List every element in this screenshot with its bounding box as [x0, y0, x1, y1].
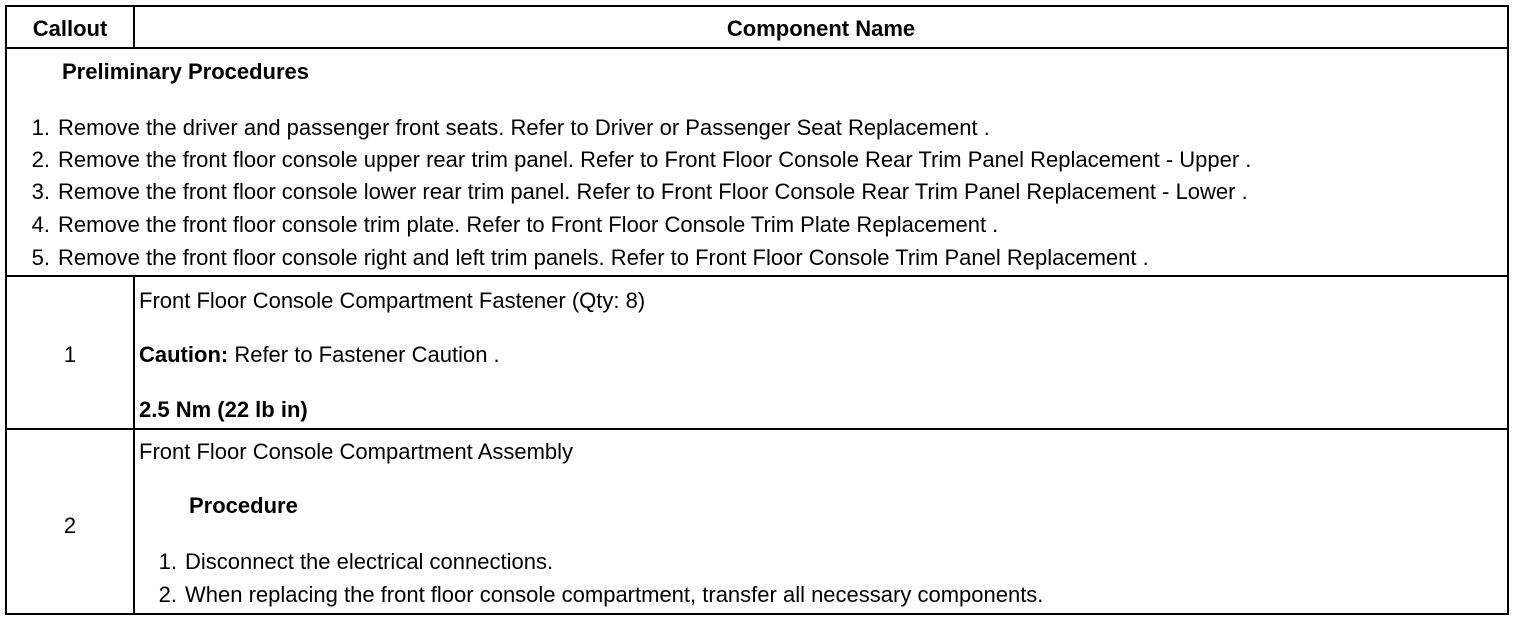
- preliminary-heading: Preliminary Procedures: [62, 59, 310, 84]
- preliminary-step: 4. Remove the front floor console trim plate. Refer to Front Floor Console Trim Plate Replacement .: [31, 212, 999, 237]
- procedure-heading: Procedure: [189, 493, 298, 518]
- callout-2: 2: [63, 513, 77, 538]
- preliminary-step: 2. Remove the front floor console upper rear trim panel. Refer to Front Floor Console Rear Trim Panel Replacement - Upper .: [31, 147, 1252, 172]
- component-name-1: Front Floor Console Compartment Fastener (Qty: 8): [139, 288, 646, 313]
- caution-label: Caution:: [139, 342, 229, 367]
- row-1-divider: [7, 428, 1507, 430]
- body-column-divider: [133, 277, 135, 613]
- torque-spec: 2.5 Nm (22 lb in): [139, 397, 308, 422]
- component-table: [5, 5, 1509, 615]
- preliminary-step: 1. Remove the driver and passenger front seats. Refer to Driver or Passenger Seat Replacement .: [31, 115, 990, 140]
- caution-text: Refer to Fastener Caution .: [228, 342, 500, 367]
- preliminary-step: 5. Remove the front floor console right and left trim panels. Refer to Front Floor Console Trim Panel Replacement .: [31, 245, 1149, 270]
- preliminary-step: 3. Remove the front floor console lower rear trim panel. Refer to Front Floor Console Rear Trim Panel Replacement - Lower .: [31, 179, 1248, 204]
- callout-1: 1: [63, 342, 77, 367]
- component-name-2: Front Floor Console Compartment Assembly: [139, 439, 574, 464]
- callout-header: Callout: [32, 16, 108, 41]
- caution-line: [139, 342, 500, 368]
- preliminary-divider: [7, 275, 1507, 277]
- component-name-header: Component Name: [726, 16, 916, 41]
- procedure-step: 2. When replacing the front floor console compartment, transfer all necessary components.: [158, 582, 1044, 607]
- header-divider: [7, 47, 1507, 49]
- procedure-step: 1. Disconnect the electrical connections.: [158, 549, 554, 574]
